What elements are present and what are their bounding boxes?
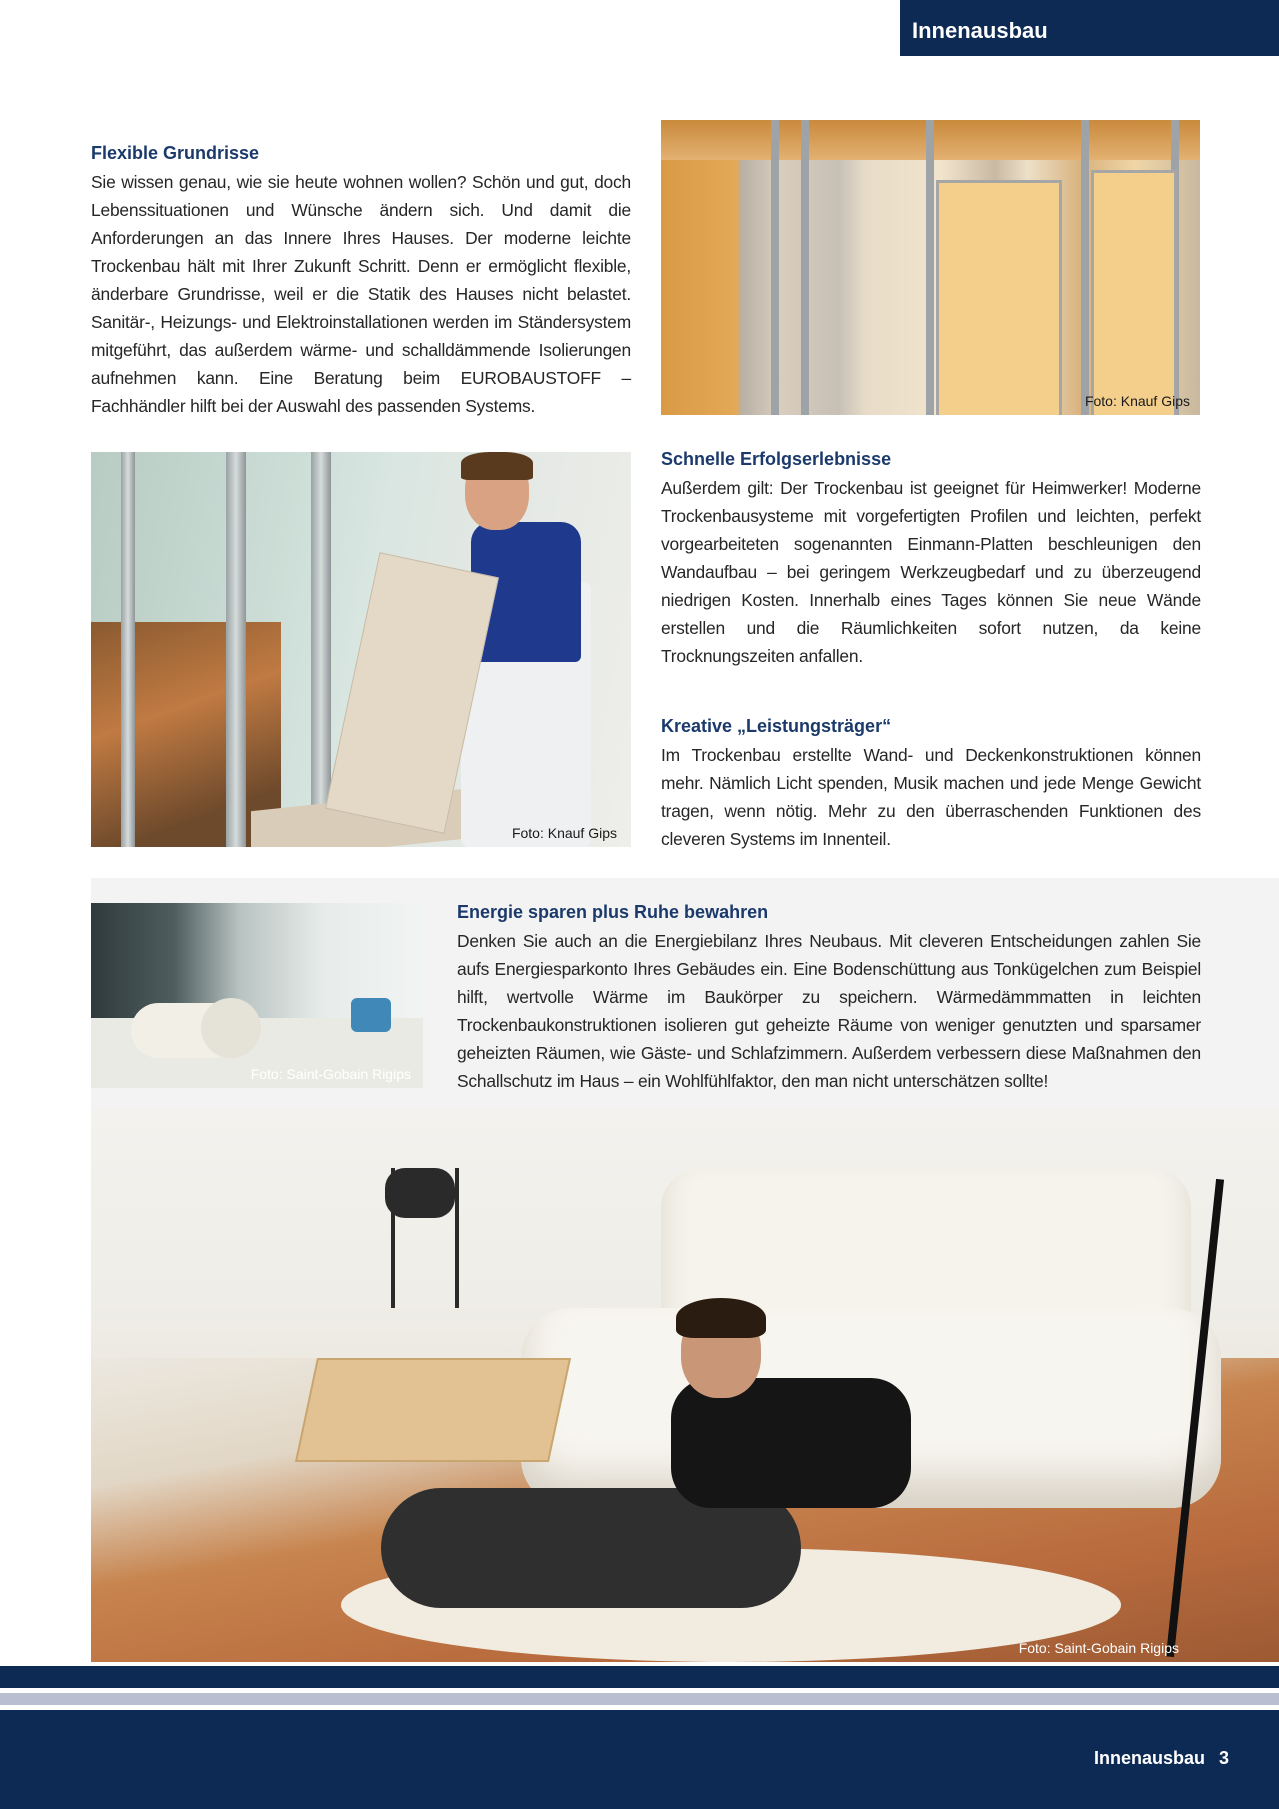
footer	[1094, 1748, 1229, 1769]
footer-stripe	[0, 1666, 1279, 1688]
photo-credit: Foto: Saint-Gobain Rigips	[250, 1066, 411, 1082]
heading-energie: Energie sparen plus Ruhe bewahren	[457, 902, 769, 922]
section-kreative	[661, 716, 1201, 853]
section-flexible	[91, 143, 631, 420]
section-tab-label: Innenausbau	[912, 18, 1048, 43]
footer-section: Innenausbau	[1093, 1748, 1205, 1768]
page-number: 3	[1218, 1748, 1229, 1768]
section-tab	[900, 0, 1279, 56]
photo-credit: Foto: Knauf Gips	[1084, 393, 1190, 409]
footer-bar	[0, 1710, 1279, 1809]
photo-livingroom	[91, 1108, 1279, 1662]
text-energie: Denken Sie auch an die Energiebilanz Ihres Neubaus. Mit cleveren Entscheidungen zahlen Sie aufs Energiesparkonto Ihres Gebäudes ein. Eine Bodenschüttung aus Tonkügelchen zum Beispiel hilft, wertvolle Wärme im Baukörper zu speichern. Wärmedämmmatten in leichten Trockenbaukonstruktionen isolieren gut geheizte Räume von weniger genutzten und sparsamer geheizten Räumen, wie Gäste- und Schlafzimmern. Außerdem verbessern diese Maßnahmen den Schallschutz im Haus – ein Wohlfühlfaktor, den man nicht unterschätzen sollte!	[457, 931, 1201, 1091]
section-schnelle	[661, 449, 1201, 670]
photo-credit: Foto: Saint-Gobain Rigips	[1018, 1640, 1179, 1656]
text-flexible: Sie wissen genau, wie sie heute wohnen wollen? Schön und gut, doch Lebenssituationen und Wünsche ändern sich. Und damit die Anforderungen an das Innere Ihres Hauses. Der moderne leichte Trockenbau hält mit Ihrer Zukunft Schritt. Denn er ermöglicht flexible, änderbare Grundrisse, weil er die Statik des Hauses nicht belastet. Sanitär-, Heizungs- und Elektroinstallationen werden im Ständersystem mitgeführt, das außerdem wärme- und schalldämmende Isolierungen aufnehmen kann. Eine Beratung beim EUROBAUSTOFF – Fachhändler hilft bei der Auswahl des passenden Systems.	[91, 172, 631, 416]
photo-bedroom	[91, 903, 423, 1088]
photo-credit: Foto: Knauf Gips	[511, 825, 617, 841]
photo-worker	[91, 452, 631, 847]
heading-kreative: Kreative „Leistungsträger“	[661, 716, 892, 736]
text-kreative: Im Trockenbau erstellte Wand- und Deckenkonstruktionen können mehr. Nämlich Licht spenden, Musik machen und jede Menge Gewicht tragen, wenn nötig. Mehr zu den überraschenden Funktionen des cleveren Systems im Innenteil.	[661, 745, 1201, 849]
text-schnelle: Außerdem gilt: Der Trockenbau ist geeignet für Heimwerker! Moderne Trockenbausysteme mit vorgefertigten Profilen und leichten, perfekt vorgearbeiteten sogenannten Einmann-Platten beschleunigen den Wandaufbau – bei geringem Werkzeugbedarf und zu überzeugend niedrigen Kosten. Innerhalb eines Tages können Sie neue Wände erstellen und die Räumlichkeiten sofort nutzen, da keine Trocknungszeiten anfallen.	[661, 478, 1201, 666]
heading-schnelle: Schnelle Erfolgserlebnisse	[661, 449, 892, 469]
footer-stripe	[0, 1693, 1279, 1705]
heading-flexible: Flexible Grundrisse	[91, 143, 260, 163]
section-energie	[457, 902, 1201, 1095]
photo-drywall	[661, 120, 1200, 415]
